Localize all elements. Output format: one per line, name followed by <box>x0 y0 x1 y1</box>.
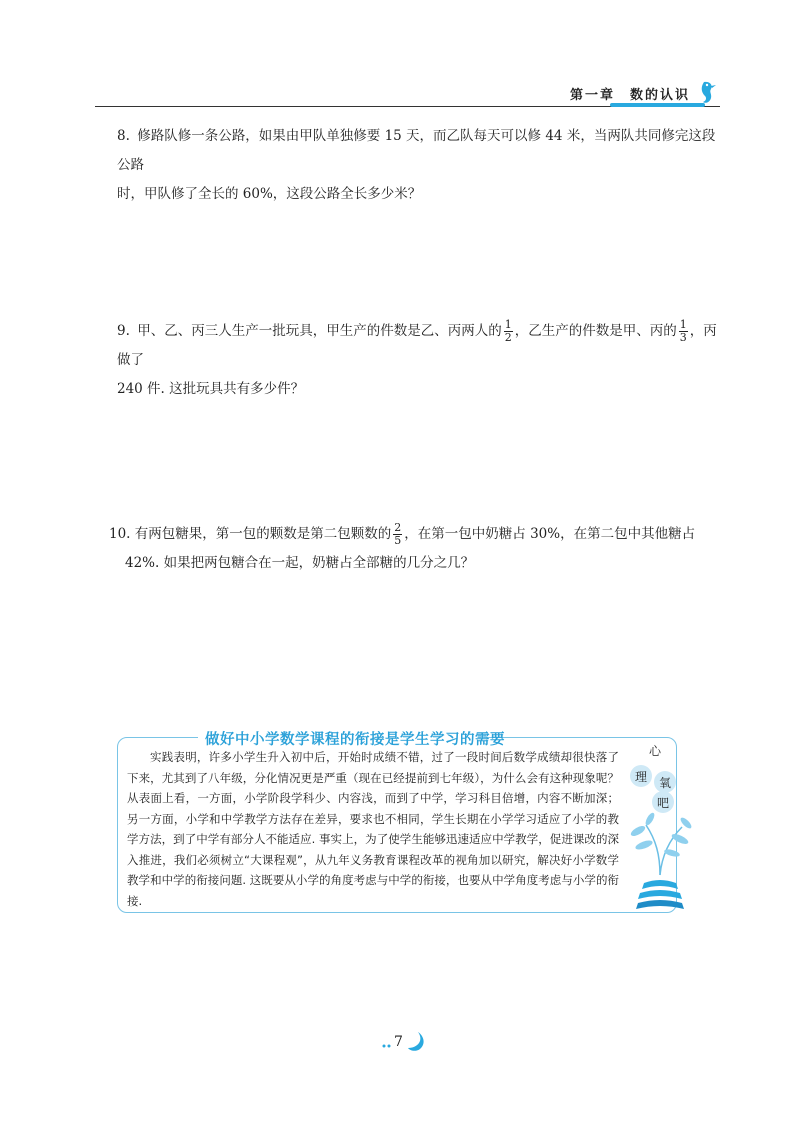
question-text: ，丙做了 <box>117 323 717 368</box>
question-8-line-1 <box>117 122 719 180</box>
page-number: 7 <box>394 1034 403 1050</box>
question-text: 有两包糖果，第一包的颗数是第二包颗数的 <box>134 526 392 542</box>
chapter-title: 第一章 数的认识 <box>569 87 690 103</box>
fraction-denominator: 2 <box>504 331 512 344</box>
question-9-line-1 <box>117 317 719 375</box>
info-box-body: 实践表明，许多小学生升入初中后，开始时成绩不错，过了一段时间后数学成绩却很快落了下来，尤其到了八年级，分化情况更是严重（现在已经提前到七年级），为什么会有这种现象呢？从表面上看，一方面，小学阶段学科少、内容浅，而到了中学，学习科目倍增，内容不断加深；另一方面，小学和中学教学方法存在差异，要求也不相同，学生长期在小学学习适应了小学的教学方法，到了中学有部分人不能适应. 事实上，为了使学生能够迅速适应中学教学，促进课改的深入推进，我们必须树立“大课程观”，从九年义务教育课程改革的视角加以研究，解决好小学数学教学和中学的衔接问题. 这既要从小学的角度考虑与中学的衔接，也要从中学角度考虑与小学的衔接. <box>127 750 619 908</box>
question-10-line-2: 42%. 如果把两包糖合在一起，奶糖占全部糖的几分之几？ <box>125 555 475 571</box>
fraction-numerator: 1 <box>679 318 687 331</box>
question-8-line-2: 时，甲队修了全长的 60%，这段公路全长多少米？ <box>117 186 422 202</box>
deco-char: 吧 <box>652 791 674 813</box>
question-10-line-1 <box>109 520 721 549</box>
mind-oxygen-decoration <box>624 735 696 920</box>
question-text: 修路队修一条公路，如果由甲队单独修要 15 天，而乙队每天可以修 44 米，当两队共同修完这段公路 <box>117 128 716 173</box>
fraction-denominator: 3 <box>679 331 687 344</box>
fraction-numerator: 1 <box>504 318 512 331</box>
question-text: ，在第一包中奶糖占 30%，在第二包中其他糖占 <box>404 526 696 542</box>
question-number: 9. <box>117 323 130 339</box>
question-text: ，乙生产的件数是甲、丙的 <box>514 323 677 339</box>
question-9-line-2: 240 件. 这批玩具共有多少件？ <box>117 381 305 397</box>
deco-char: 氧 <box>654 771 676 793</box>
question-number: 10. <box>109 526 131 542</box>
fraction <box>679 319 688 344</box>
question-number: 8. <box>117 128 130 144</box>
deco-char: 理 <box>630 765 652 787</box>
deco-char: 心 <box>648 743 661 758</box>
fraction-denominator: 5 <box>394 534 402 547</box>
question-10 <box>109 520 721 578</box>
question-8 <box>117 122 719 209</box>
fraction <box>504 319 513 344</box>
plant-icon <box>624 805 696 917</box>
info-box-title: 做好中小学数学课程的衔接是学生学习的需要 <box>205 732 505 748</box>
page-number-swirl-icon <box>378 1028 434 1052</box>
fraction <box>393 522 402 547</box>
header-rule-accent <box>610 103 705 107</box>
question-text: 甲、乙、丙三人生产一批玩具，甲生产的件数是乙、丙两人的 <box>137 323 502 339</box>
fraction-numerator: 2 <box>394 521 402 534</box>
question-9 <box>117 317 719 404</box>
